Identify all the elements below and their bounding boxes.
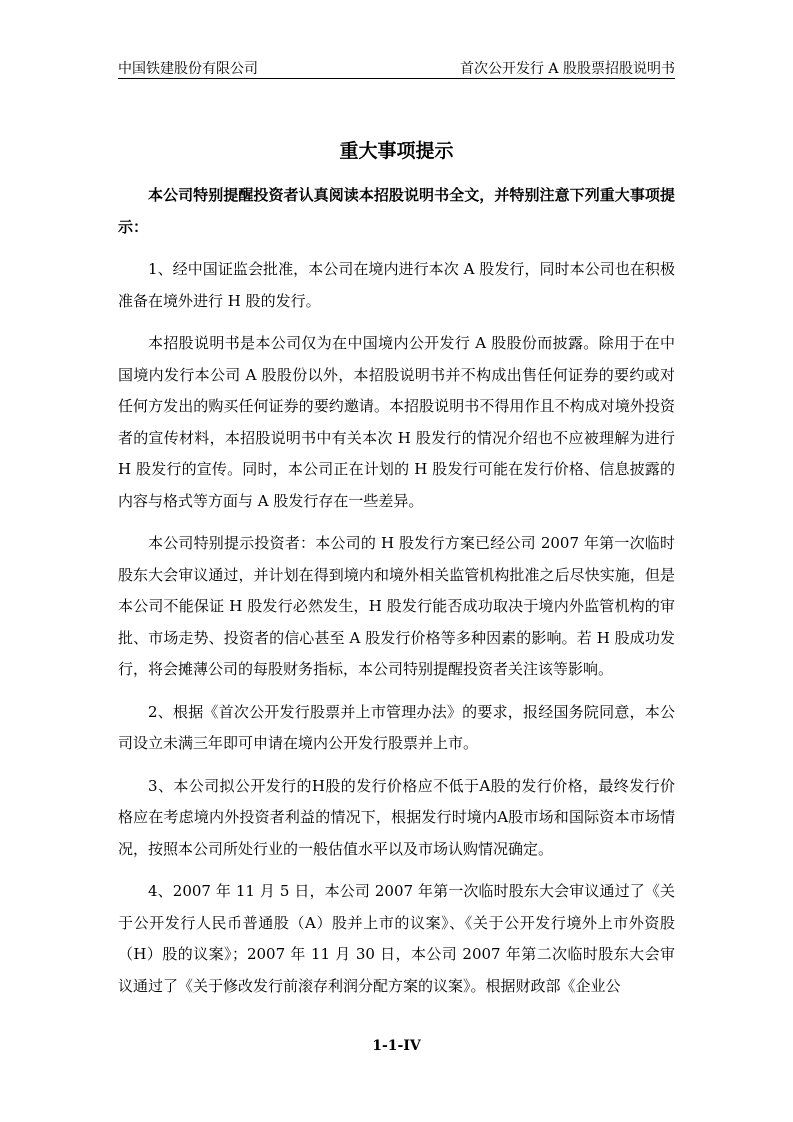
page-header — [118, 56, 675, 79]
intro-paragraph: 本公司特别提醒投资者认真阅读本招股说明书全文，并特别注意下列重大事项提示： — [118, 186, 675, 236]
paragraph-2: 本招股说明书是本公司仅为在中国境内公开发行 A 股股份而披露。除用于在中国境内发行本公司 A 股股份以外，本招股说明书并不构成出售任何证券的要约或对任何方发出的购买任何证券的要约邀请。本招股说明书不得用作且不构成对境外投资者的宣传材料，本招股说明书中有关本次 H 股发行的情况介绍也不应被理解为进行 H 股发行的宣传。同时，本公司正在计划的 H 股发行可能在发行价格、信息披露的内容与格式等方面与 A 股发行存在一些差异。 — [118, 334, 675, 510]
page-title: 重大事项提示 — [339, 140, 454, 162]
paragraph-3: 本公司特别提示投资者：本公司的 H 股发行方案已经公司 2007 年第一次临时股东大会审议通过，并计划在得到境内和境外相关监管机构批准之后尽快实施，但是本公司不能保证 H 股发行必然发生，H 股发行能否成功取决于境内外监管机构的审批、市场走势、投资者的信心甚至 A 股发行价格等多种因素的影响。若 H 股成功发行，将会摊薄公司的每股财务指标，本公司特别提醒投资者关注该等影响。 — [118, 534, 675, 678]
header-doc-title: 首次公开发行 A 股股票招股说明书 — [459, 61, 675, 77]
paragraph-1: 1、经中国证监会批准，本公司在境内进行本次 A 股发行，同时本公司也在积极准备在境外进行 H 股的发行。 — [118, 260, 675, 310]
paragraph-5: 3、本公司拟公开发行的H股的发行价格应不低于A股的发行价格，最终发行价格应在考虑境内外投资者利益的情况下，根据发行时境内A股市场和国际资本市场情况，按照本公司所处行业的一般估值水平以及市场认购情况确定。 — [118, 776, 675, 858]
paragraph-6: 4、2007 年 11 月 5 日，本公司 2007 年第一次临时股东大会审议通过了《关于公开发行人民币普通股（A）股并上市的议案》、《关于公开发行境外上市外资股（H）股的议案》；2007 年 11 月 30 日，本公司 2007 年第二次临时股东大会审议通过了《关于修改发行前滚存利润分配方案的议案》。根据财政部《企业公 — [118, 882, 675, 995]
header-company: 中国铁建股份有限公司 — [118, 61, 258, 77]
page-number: 1-1-IV — [372, 1038, 421, 1054]
paragraph-4: 2、根据《首次公开发行股票并上市管理办法》的要求，报经国务院同意，本公司设立未满三年即可申请在境内公开发行股票并上市。 — [118, 702, 675, 752]
body-content — [118, 180, 675, 1013]
